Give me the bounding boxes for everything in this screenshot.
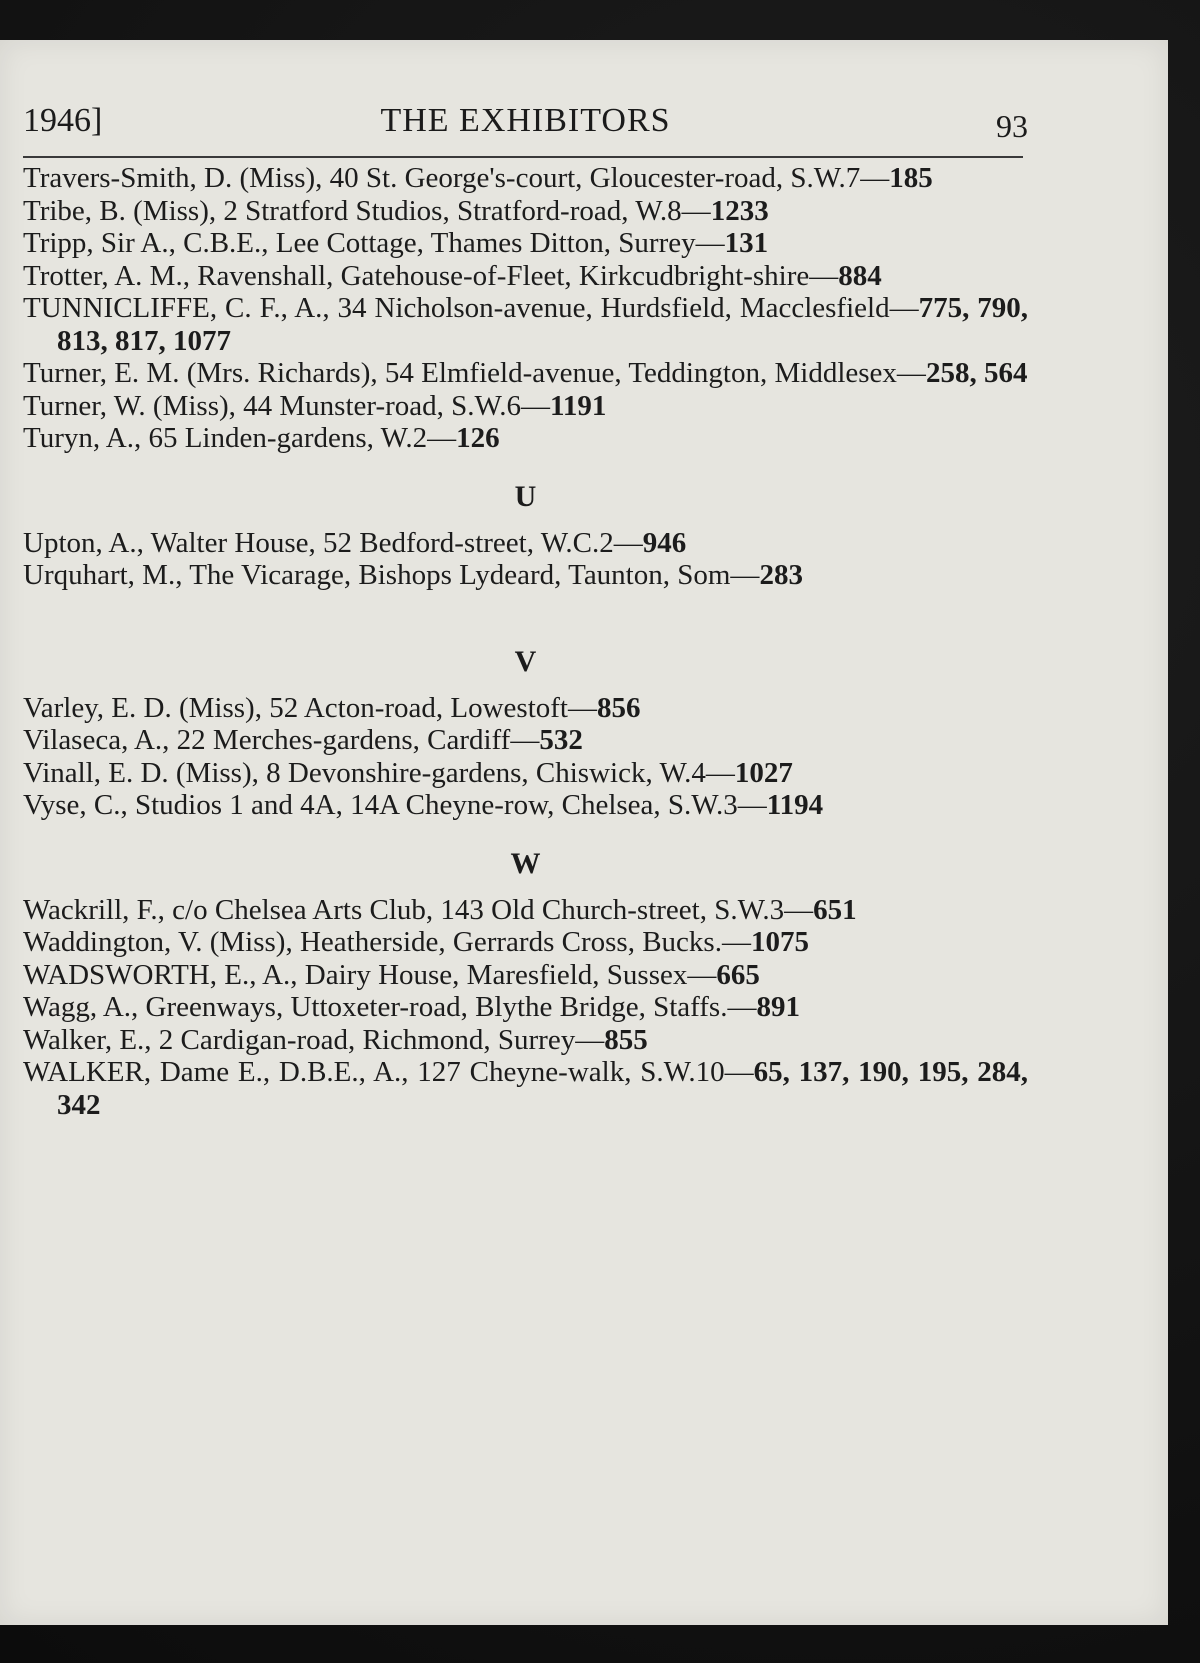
section-heading-w: W — [510, 846, 541, 880]
list-item: Varley, E. D. (Miss), 52 Acton-road, Lowestoft—856 — [23, 691, 641, 724]
list-item: TUNNICLIFFE, C. F., A., 34 Nicholson-avenue, Hurdsfield, Macclesfield—775, 790, 813, 817, 1077 — [23, 292, 1028, 357]
section-w — [23, 894, 1028, 1122]
list-item: Vilaseca, A., 22 Merches-gardens, Cardiff—532 — [23, 724, 583, 756]
list-item: Wagg, A., Greenways, Uttoxeter-road, Blythe Bridge, Staffs.—891 — [23, 991, 800, 1023]
list-item: Tripp, Sir A., C.B.E., Lee Cottage, Thames Ditton, Surrey—131 — [23, 227, 769, 259]
list-item: WADSWORTH, E., A., Dairy House, Maresfield, Sussex—665 — [23, 958, 760, 991]
list-item: Vinall, E. D. (Miss), 8 Devonshire-gardens, Chiswick, W.4—1027 — [23, 756, 793, 789]
list-item: Upton, A., Walter House, 52 Bedford-street, W.C.2—946 — [23, 526, 687, 559]
list-item: WALKER, Dame E., D.B.E., A., 127 Cheyne-walk, S.W.10—65, 137, 190, 195, 284, 342 — [23, 1056, 1028, 1121]
list-item: Turyn, A., 65 Linden-gardens, W.2—126 — [23, 422, 500, 454]
section-u — [23, 527, 1028, 592]
list-item: Travers-Smith, D. (Miss), 40 St. George's-court, Gloucester-road, S.W.7—185 — [23, 162, 933, 194]
list-item: Waddington, V. (Miss), Heatherside, Gerrards Cross, Bucks.—1075 — [23, 926, 809, 958]
section-heading-u: U — [514, 479, 537, 513]
header-year: 1946] — [23, 102, 103, 139]
page-title: THE EXHIBITORS — [380, 102, 671, 139]
section-t — [23, 162, 1028, 455]
section-heading-v: V — [514, 644, 537, 678]
list-item: Trotter, A. M., Ravenshall, Gatehouse-of-Fleet, Kirkcudbright-shire—884 — [23, 259, 882, 292]
list-item: Tribe, B. (Miss), 2 Stratford Studios, Stratford-road, W.8—1233 — [23, 194, 769, 227]
list-item: Vyse, C., Studios 1 and 4A, 14A Cheyne-row, Chelsea, S.W.3—1194 — [23, 789, 824, 821]
page-number: 93 — [996, 108, 1028, 144]
list-item: Walker, E., 2 Cardigan-road, Richmond, Surrey—855 — [23, 1023, 648, 1056]
header-rule — [23, 156, 1023, 158]
exhibitor-list — [23, 162, 1028, 1121]
list-item: Turner, W. (Miss), 44 Munster-road, S.W.6—1191 — [23, 389, 607, 422]
page-header — [23, 102, 1028, 152]
list-item: Urquhart, M., The Vicarage, Bishops Lydeard, Taunton, Som—283 — [23, 559, 803, 591]
list-item: Wackrill, F., c/o Chelsea Arts Club, 143 Old Church-street, S.W.3—651 — [23, 893, 857, 926]
list-item: Turner, E. M. (Mrs. Richards), 54 Elmfield-avenue, Teddington, Middlesex—258, 564 — [23, 357, 1028, 389]
section-v — [23, 692, 1028, 822]
